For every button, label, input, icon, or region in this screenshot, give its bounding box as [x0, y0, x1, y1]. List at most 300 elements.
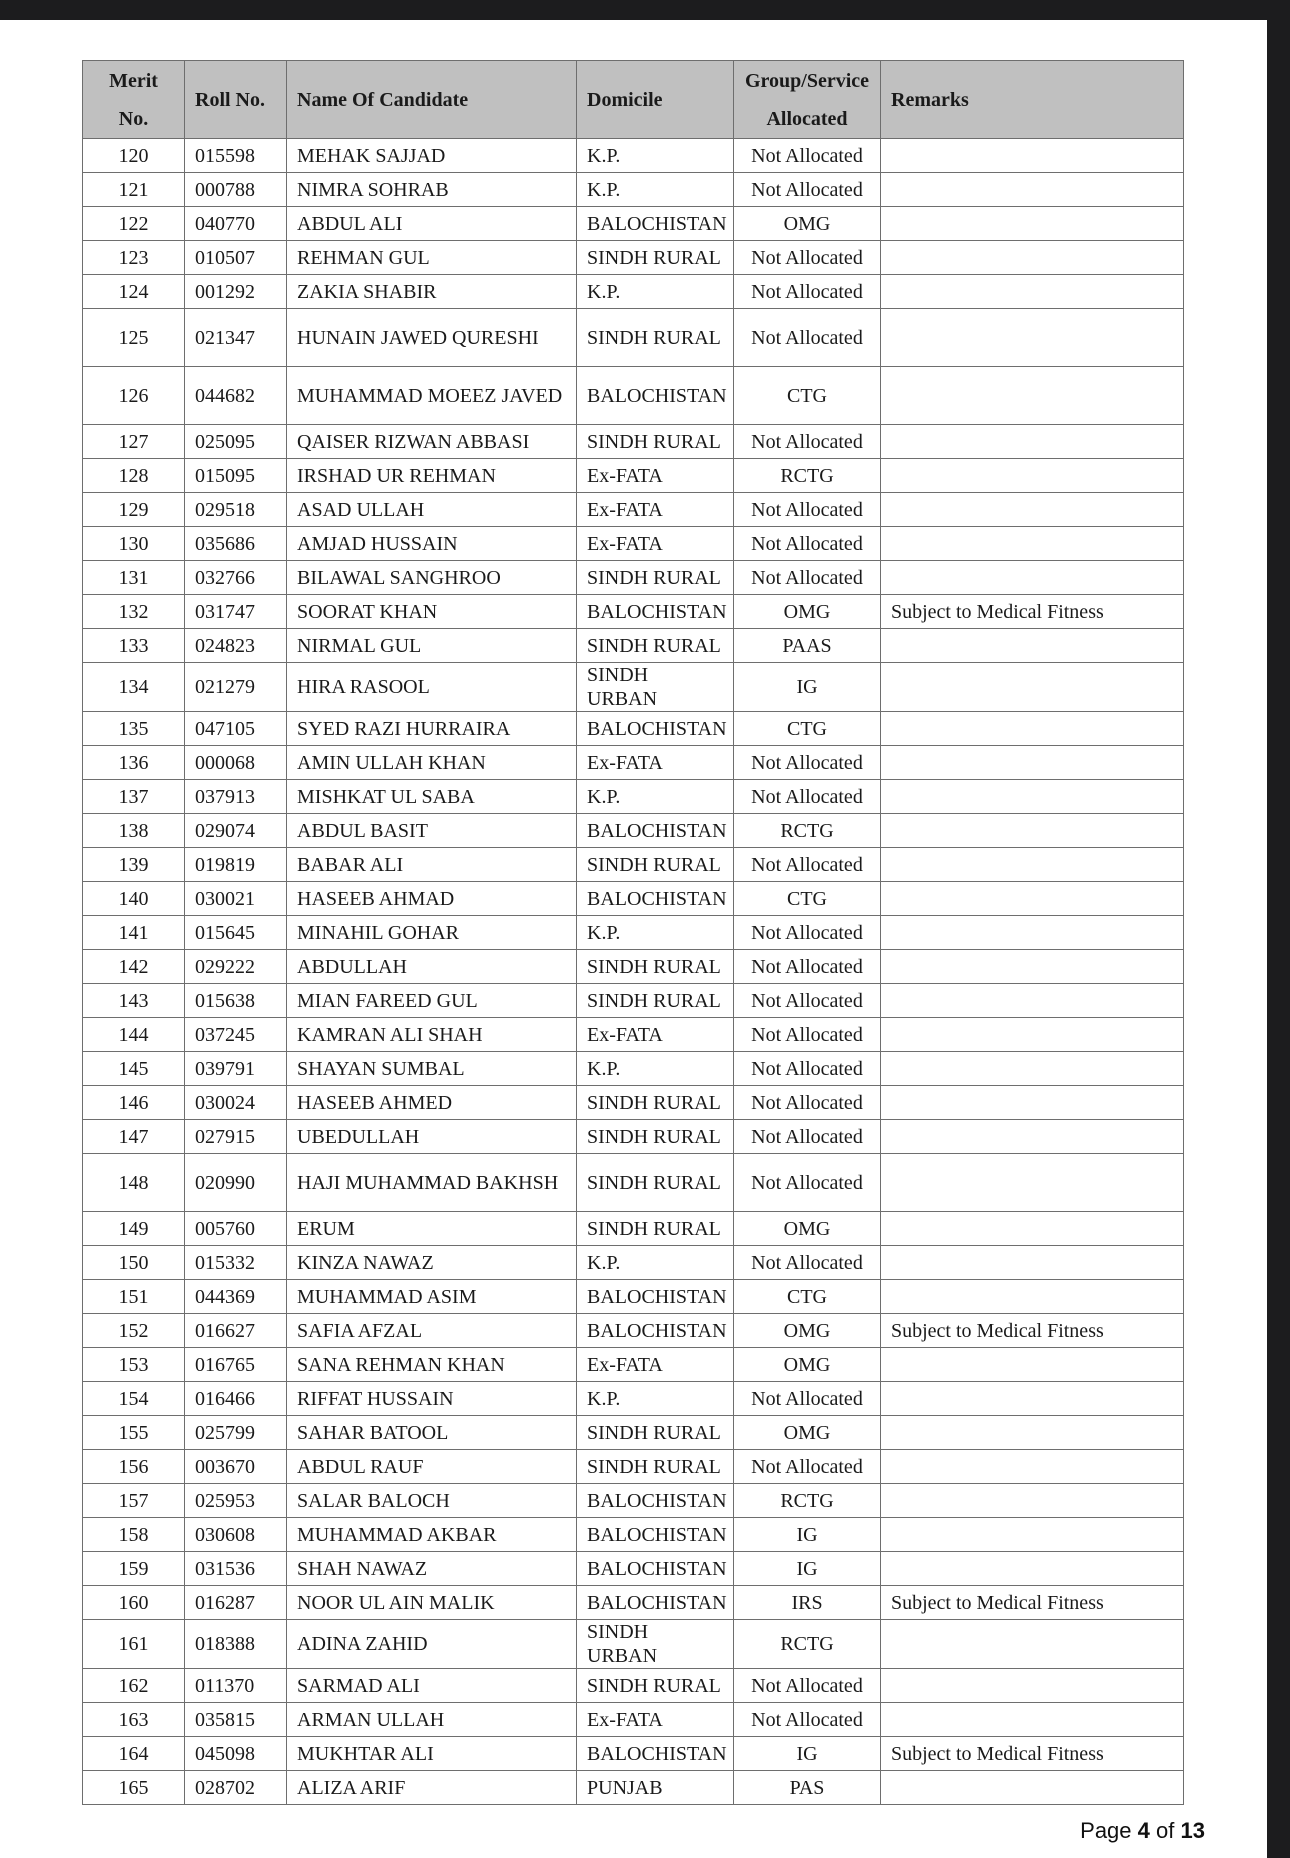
cell-remarks: [881, 275, 1184, 309]
cell-group-allocated: OMG: [734, 595, 881, 629]
cell-domicile: K.P.: [577, 173, 734, 207]
cell-group-allocated: Not Allocated: [734, 527, 881, 561]
cell-domicile: SINDH RURAL: [577, 1212, 734, 1246]
cell-remarks: [881, 1154, 1184, 1212]
table-row: [83, 663, 1184, 712]
cell-remarks: [881, 1669, 1184, 1703]
table-row: [83, 1737, 1184, 1771]
cell-merit-no: 120: [83, 139, 185, 173]
cell-group-allocated: CTG: [734, 712, 881, 746]
cell-group-allocated: IG: [734, 1552, 881, 1586]
cell-merit-no: 160: [83, 1586, 185, 1620]
cell-remarks: [881, 746, 1184, 780]
cell-group-allocated: IG: [734, 663, 881, 712]
cell-roll-no: 029222: [185, 950, 287, 984]
cell-remarks: Subject to Medical Fitness: [881, 595, 1184, 629]
cell-merit-no: 138: [83, 814, 185, 848]
cell-candidate-name: ARMAN ULLAH: [287, 1703, 577, 1737]
cell-remarks: [881, 1552, 1184, 1586]
cell-roll-no: 000068: [185, 746, 287, 780]
cell-domicile: BALOCHISTAN: [577, 1737, 734, 1771]
cell-remarks: [881, 1212, 1184, 1246]
cell-domicile: K.P.: [577, 139, 734, 173]
cell-remarks: [881, 527, 1184, 561]
table-row: [83, 1669, 1184, 1703]
page-indicator: [1080, 1818, 1205, 1844]
cell-roll-no: 016765: [185, 1348, 287, 1382]
table-row: [83, 527, 1184, 561]
cell-domicile: PUNJAB: [577, 1771, 734, 1805]
cell-remarks: [881, 848, 1184, 882]
table-row: [83, 425, 1184, 459]
header-roll-no: Roll No.: [185, 61, 287, 139]
cell-domicile: SINDH RURAL: [577, 425, 734, 459]
header-merit-line2: No.: [118, 107, 149, 130]
cell-merit-no: 161: [83, 1620, 185, 1669]
cell-remarks: [881, 814, 1184, 848]
cell-domicile: SINDH RURAL: [577, 1450, 734, 1484]
cell-domicile: Ex-FATA: [577, 459, 734, 493]
cell-candidate-name: SHAH NAWAZ: [287, 1552, 577, 1586]
table-row: [83, 1280, 1184, 1314]
cell-domicile: BALOCHISTAN: [577, 1484, 734, 1518]
cell-group-allocated: IG: [734, 1737, 881, 1771]
cell-merit-no: 163: [83, 1703, 185, 1737]
cell-remarks: [881, 1518, 1184, 1552]
cell-candidate-name: UBEDULLAH: [287, 1120, 577, 1154]
cell-group-allocated: OMG: [734, 1314, 881, 1348]
cell-remarks: [881, 916, 1184, 950]
table-row: [83, 595, 1184, 629]
table-row: [83, 1246, 1184, 1280]
cell-roll-no: 030608: [185, 1518, 287, 1552]
cell-domicile: SINDH URBAN: [577, 1620, 734, 1669]
cell-domicile: K.P.: [577, 1246, 734, 1280]
cell-roll-no: 011370: [185, 1669, 287, 1703]
cell-domicile: SINDH RURAL: [577, 1669, 734, 1703]
table-row: [83, 1552, 1184, 1586]
cell-roll-no: 037245: [185, 1018, 287, 1052]
cell-candidate-name: SARMAD ALI: [287, 1669, 577, 1703]
cell-remarks: [881, 1416, 1184, 1450]
cell-roll-no: 027915: [185, 1120, 287, 1154]
cell-roll-no: 031536: [185, 1552, 287, 1586]
cell-remarks: [881, 139, 1184, 173]
cell-remarks: Subject to Medical Fitness: [881, 1586, 1184, 1620]
merit-list-table: [82, 60, 1184, 1805]
cell-group-allocated: RCTG: [734, 1620, 881, 1669]
cell-group-allocated: Not Allocated: [734, 241, 881, 275]
table-row: [83, 916, 1184, 950]
cell-candidate-name: REHMAN GUL: [287, 241, 577, 275]
table-row: [83, 367, 1184, 425]
header-domicile: Domicile: [577, 61, 734, 139]
cell-remarks: [881, 459, 1184, 493]
cell-candidate-name: ZAKIA SHABIR: [287, 275, 577, 309]
cell-domicile: Ex-FATA: [577, 527, 734, 561]
cell-merit-no: 141: [83, 916, 185, 950]
cell-merit-no: 164: [83, 1737, 185, 1771]
cell-merit-no: 159: [83, 1552, 185, 1586]
table-row: [83, 629, 1184, 663]
cell-roll-no: 029074: [185, 814, 287, 848]
cell-remarks: [881, 1120, 1184, 1154]
cell-group-allocated: Not Allocated: [734, 173, 881, 207]
cell-domicile: Ex-FATA: [577, 1703, 734, 1737]
table-row: [83, 207, 1184, 241]
cell-merit-no: 140: [83, 882, 185, 916]
cell-domicile: Ex-FATA: [577, 746, 734, 780]
document-page: [0, 20, 1267, 1858]
cell-roll-no: 015645: [185, 916, 287, 950]
cell-remarks: [881, 950, 1184, 984]
cell-candidate-name: ERUM: [287, 1212, 577, 1246]
cell-roll-no: 021347: [185, 309, 287, 367]
cell-candidate-name: BILAWAL SANGHROO: [287, 561, 577, 595]
cell-roll-no: 025953: [185, 1484, 287, 1518]
table-row: [83, 950, 1184, 984]
cell-merit-no: 143: [83, 984, 185, 1018]
table-row: [83, 561, 1184, 595]
cell-roll-no: 016287: [185, 1586, 287, 1620]
cell-group-allocated: CTG: [734, 882, 881, 916]
cell-roll-no: 015095: [185, 459, 287, 493]
cell-candidate-name: HUNAIN JAWED QURESHI: [287, 309, 577, 367]
table-row: [83, 309, 1184, 367]
cell-candidate-name: SHAYAN SUMBAL: [287, 1052, 577, 1086]
cell-candidate-name: HASEEB AHMED: [287, 1086, 577, 1120]
cell-merit-no: 131: [83, 561, 185, 595]
cell-remarks: [881, 882, 1184, 916]
cell-merit-no: 165: [83, 1771, 185, 1805]
cell-candidate-name: MISHKAT UL SABA: [287, 780, 577, 814]
cell-roll-no: 016466: [185, 1382, 287, 1416]
cell-candidate-name: MUKHTAR ALI: [287, 1737, 577, 1771]
cell-remarks: [881, 1052, 1184, 1086]
cell-group-allocated: Not Allocated: [734, 1703, 881, 1737]
cell-roll-no: 030024: [185, 1086, 287, 1120]
cell-roll-no: 044369: [185, 1280, 287, 1314]
table-row: [83, 848, 1184, 882]
cell-candidate-name: BABAR ALI: [287, 848, 577, 882]
page-current: 4: [1137, 1818, 1150, 1843]
cell-merit-no: 122: [83, 207, 185, 241]
cell-group-allocated: PAS: [734, 1771, 881, 1805]
cell-group-allocated: CTG: [734, 367, 881, 425]
table-row: [83, 139, 1184, 173]
cell-candidate-name: NIRMAL GUL: [287, 629, 577, 663]
table-body: [83, 139, 1184, 1805]
cell-group-allocated: Not Allocated: [734, 1669, 881, 1703]
table-row: [83, 1416, 1184, 1450]
cell-remarks: [881, 1246, 1184, 1280]
cell-merit-no: 130: [83, 527, 185, 561]
cell-candidate-name: MUHAMMAD MOEEZ JAVED: [287, 367, 577, 425]
cell-domicile: K.P.: [577, 275, 734, 309]
cell-group-allocated: Not Allocated: [734, 1246, 881, 1280]
cell-merit-no: 121: [83, 173, 185, 207]
cell-domicile: SINDH RURAL: [577, 1120, 734, 1154]
table-row: [83, 1484, 1184, 1518]
cell-domicile: BALOCHISTAN: [577, 367, 734, 425]
cell-merit-no: 133: [83, 629, 185, 663]
cell-merit-no: 151: [83, 1280, 185, 1314]
cell-group-allocated: RCTG: [734, 1484, 881, 1518]
cell-candidate-name: SALAR BALOCH: [287, 1484, 577, 1518]
cell-candidate-name: NIMRA SOHRAB: [287, 173, 577, 207]
cell-merit-no: 142: [83, 950, 185, 984]
cell-group-allocated: IRS: [734, 1586, 881, 1620]
table-row: [83, 493, 1184, 527]
cell-merit-no: 136: [83, 746, 185, 780]
header-remarks: Remarks: [881, 61, 1184, 139]
cell-remarks: [881, 712, 1184, 746]
cell-remarks: [881, 1086, 1184, 1120]
cell-group-allocated: Not Allocated: [734, 848, 881, 882]
table-row: [83, 1348, 1184, 1382]
cell-remarks: [881, 493, 1184, 527]
cell-merit-no: 126: [83, 367, 185, 425]
cell-remarks: [881, 1382, 1184, 1416]
table-row: [83, 459, 1184, 493]
cell-remarks: [881, 1348, 1184, 1382]
cell-group-allocated: Not Allocated: [734, 561, 881, 595]
cell-candidate-name: MINAHIL GOHAR: [287, 916, 577, 950]
cell-group-allocated: Not Allocated: [734, 1018, 881, 1052]
cell-merit-no: 129: [83, 493, 185, 527]
cell-merit-no: 135: [83, 712, 185, 746]
cell-domicile: SINDH RURAL: [577, 984, 734, 1018]
cell-candidate-name: MUHAMMAD AKBAR: [287, 1518, 577, 1552]
cell-domicile: BALOCHISTAN: [577, 1314, 734, 1348]
table-header-row: [83, 61, 1184, 139]
page-prefix: Page: [1080, 1818, 1132, 1843]
cell-candidate-name: KINZA NAWAZ: [287, 1246, 577, 1280]
cell-domicile: K.P.: [577, 916, 734, 950]
cell-roll-no: 024823: [185, 629, 287, 663]
cell-candidate-name: ABDUL RAUF: [287, 1450, 577, 1484]
cell-group-allocated: RCTG: [734, 814, 881, 848]
cell-remarks: [881, 663, 1184, 712]
cell-domicile: SINDH RURAL: [577, 309, 734, 367]
cell-roll-no: 035686: [185, 527, 287, 561]
cell-domicile: K.P.: [577, 1382, 734, 1416]
cell-merit-no: 125: [83, 309, 185, 367]
cell-remarks: [881, 367, 1184, 425]
cell-merit-no: 124: [83, 275, 185, 309]
table-row: [83, 1052, 1184, 1086]
cell-domicile: SINDH RURAL: [577, 241, 734, 275]
cell-merit-no: 149: [83, 1212, 185, 1246]
viewer-top-bar: [0, 0, 1290, 20]
cell-candidate-name: MEHAK SAJJAD: [287, 139, 577, 173]
table-row: [83, 241, 1184, 275]
cell-candidate-name: AMJAD HUSSAIN: [287, 527, 577, 561]
table-row: [83, 173, 1184, 207]
cell-roll-no: 018388: [185, 1620, 287, 1669]
table-row: [83, 1154, 1184, 1212]
cell-domicile: K.P.: [577, 780, 734, 814]
cell-candidate-name: ABDUL BASIT: [287, 814, 577, 848]
cell-candidate-name: ASAD ULLAH: [287, 493, 577, 527]
cell-roll-no: 040770: [185, 207, 287, 241]
cell-remarks: [881, 309, 1184, 367]
cell-domicile: SINDH RURAL: [577, 1086, 734, 1120]
cell-candidate-name: ADINA ZAHID: [287, 1620, 577, 1669]
cell-roll-no: 037913: [185, 780, 287, 814]
cell-roll-no: 044682: [185, 367, 287, 425]
cell-group-allocated: Not Allocated: [734, 746, 881, 780]
cell-merit-no: 147: [83, 1120, 185, 1154]
cell-merit-no: 154: [83, 1382, 185, 1416]
cell-merit-no: 148: [83, 1154, 185, 1212]
cell-roll-no: 035815: [185, 1703, 287, 1737]
cell-roll-no: 025799: [185, 1416, 287, 1450]
cell-roll-no: 010507: [185, 241, 287, 275]
cell-candidate-name: AMIN ULLAH KHAN: [287, 746, 577, 780]
table-row: [83, 984, 1184, 1018]
cell-roll-no: 015332: [185, 1246, 287, 1280]
cell-group-allocated: CTG: [734, 1280, 881, 1314]
cell-roll-no: 005760: [185, 1212, 287, 1246]
cell-group-allocated: Not Allocated: [734, 425, 881, 459]
table-row: [83, 1018, 1184, 1052]
cell-domicile: SINDH RURAL: [577, 561, 734, 595]
cell-roll-no: 032766: [185, 561, 287, 595]
table-row: [83, 712, 1184, 746]
cell-domicile: BALOCHISTAN: [577, 207, 734, 241]
table-row: [83, 1314, 1184, 1348]
cell-domicile: SINDH RURAL: [577, 1154, 734, 1212]
cell-candidate-name: HAJI MUHAMMAD BAKHSH: [287, 1154, 577, 1212]
cell-roll-no: 000788: [185, 173, 287, 207]
cell-merit-no: 134: [83, 663, 185, 712]
cell-candidate-name: ABDULLAH: [287, 950, 577, 984]
cell-roll-no: 016627: [185, 1314, 287, 1348]
cell-group-allocated: Not Allocated: [734, 493, 881, 527]
cell-group-allocated: OMG: [734, 1348, 881, 1382]
cell-candidate-name: SYED RAZI HURRAIRA: [287, 712, 577, 746]
cell-merit-no: 162: [83, 1669, 185, 1703]
table-row: [83, 1620, 1184, 1669]
cell-candidate-name: HIRA RASOOL: [287, 663, 577, 712]
cell-roll-no: 029518: [185, 493, 287, 527]
cell-roll-no: 020990: [185, 1154, 287, 1212]
cell-group-allocated: Not Allocated: [734, 309, 881, 367]
cell-group-allocated: OMG: [734, 1416, 881, 1450]
cell-domicile: SINDH RURAL: [577, 629, 734, 663]
cell-roll-no: 028702: [185, 1771, 287, 1805]
table-row: [83, 814, 1184, 848]
table-row: [83, 1382, 1184, 1416]
cell-candidate-name: QAISER RIZWAN ABBASI: [287, 425, 577, 459]
cell-remarks: Subject to Medical Fitness: [881, 1737, 1184, 1771]
cell-roll-no: 015598: [185, 139, 287, 173]
table-row: [83, 1771, 1184, 1805]
cell-group-allocated: Not Allocated: [734, 1086, 881, 1120]
cell-merit-no: 139: [83, 848, 185, 882]
cell-remarks: [881, 1280, 1184, 1314]
cell-group-allocated: Not Allocated: [734, 275, 881, 309]
cell-group-allocated: PAAS: [734, 629, 881, 663]
cell-domicile: SINDH RURAL: [577, 848, 734, 882]
cell-group-allocated: Not Allocated: [734, 1052, 881, 1086]
cell-candidate-name: SAFIA AFZAL: [287, 1314, 577, 1348]
cell-domicile: SINDH RURAL: [577, 1416, 734, 1450]
cell-remarks: [881, 1484, 1184, 1518]
cell-remarks: [881, 425, 1184, 459]
table-row: [83, 746, 1184, 780]
table-row: [83, 1212, 1184, 1246]
cell-group-allocated: Not Allocated: [734, 984, 881, 1018]
cell-remarks: [881, 561, 1184, 595]
table-row: [83, 1086, 1184, 1120]
cell-roll-no: 031747: [185, 595, 287, 629]
cell-merit-no: 156: [83, 1450, 185, 1484]
cell-remarks: Subject to Medical Fitness: [881, 1314, 1184, 1348]
cell-domicile: BALOCHISTAN: [577, 1280, 734, 1314]
cell-remarks: [881, 207, 1184, 241]
table-row: [83, 1703, 1184, 1737]
cell-candidate-name: KAMRAN ALI SHAH: [287, 1018, 577, 1052]
cell-group-allocated: Not Allocated: [734, 1120, 881, 1154]
cell-merit-no: 155: [83, 1416, 185, 1450]
cell-domicile: BALOCHISTAN: [577, 1518, 734, 1552]
header-name: Name Of Candidate: [287, 61, 577, 139]
cell-domicile: BALOCHISTAN: [577, 595, 734, 629]
header-group-line2: Allocated: [766, 107, 848, 130]
table-row: [83, 1518, 1184, 1552]
cell-candidate-name: SOORAT KHAN: [287, 595, 577, 629]
cell-roll-no: 025095: [185, 425, 287, 459]
cell-domicile: Ex-FATA: [577, 493, 734, 527]
cell-candidate-name: MUHAMMAD ASIM: [287, 1280, 577, 1314]
header-merit-line1: Merit: [109, 69, 158, 92]
cell-group-allocated: Not Allocated: [734, 916, 881, 950]
cell-remarks: [881, 1703, 1184, 1737]
table-row: [83, 275, 1184, 309]
cell-roll-no: 021279: [185, 663, 287, 712]
cell-domicile: Ex-FATA: [577, 1018, 734, 1052]
cell-merit-no: 158: [83, 1518, 185, 1552]
cell-group-allocated: OMG: [734, 207, 881, 241]
cell-domicile: BALOCHISTAN: [577, 712, 734, 746]
cell-domicile: BALOCHISTAN: [577, 1552, 734, 1586]
cell-roll-no: 003670: [185, 1450, 287, 1484]
table-row: [83, 780, 1184, 814]
cell-group-allocated: Not Allocated: [734, 950, 881, 984]
cell-merit-no: 145: [83, 1052, 185, 1086]
cell-roll-no: 039791: [185, 1052, 287, 1086]
cell-domicile: BALOCHISTAN: [577, 814, 734, 848]
cell-merit-no: 153: [83, 1348, 185, 1382]
cell-candidate-name: SAHAR BATOOL: [287, 1416, 577, 1450]
cell-merit-no: 150: [83, 1246, 185, 1280]
cell-group-allocated: IG: [734, 1518, 881, 1552]
page-total: 13: [1180, 1818, 1205, 1843]
cell-remarks: [881, 629, 1184, 663]
cell-candidate-name: HASEEB AHMAD: [287, 882, 577, 916]
cell-roll-no: 030021: [185, 882, 287, 916]
cell-group-allocated: Not Allocated: [734, 139, 881, 173]
cell-remarks: [881, 780, 1184, 814]
cell-domicile: BALOCHISTAN: [577, 1586, 734, 1620]
cell-group-allocated: RCTG: [734, 459, 881, 493]
cell-roll-no: 001292: [185, 275, 287, 309]
table-row: [83, 882, 1184, 916]
cell-domicile: SINDH URBAN: [577, 663, 734, 712]
cell-group-allocated: Not Allocated: [734, 1154, 881, 1212]
